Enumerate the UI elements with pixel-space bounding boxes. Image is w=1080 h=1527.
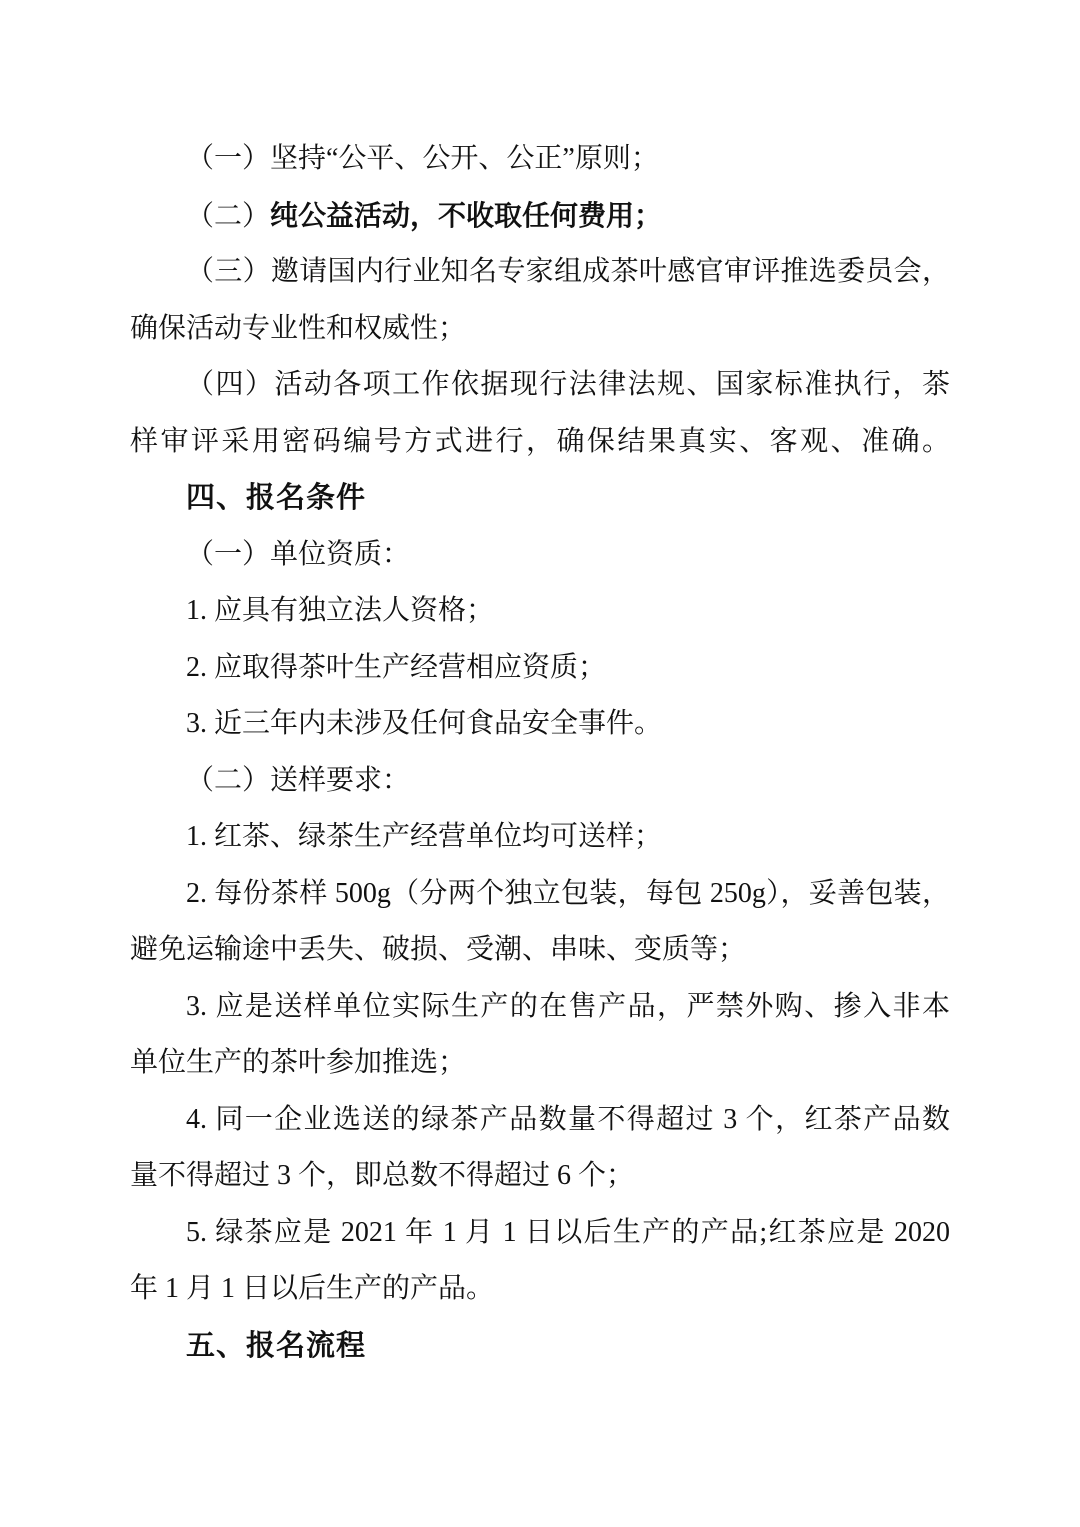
list-item-sample-2-line-1: 2. 每份茶样 500g（分两个独立包装，每包 250g），妥善包装， — [186, 877, 950, 909]
paragraph-principle-3-line-1: （三）邀请国内行业知名专家组成茶叶感官审评推选委员会， — [186, 256, 950, 287]
document-body — [130, 131, 950, 1374]
list-item-qualification-1: 1. 应具有独立法人资格； — [186, 595, 495, 626]
list-item-sample-2-line-2: 避免运输途中丢失、破损、受潮、串味、变质等； — [130, 934, 747, 965]
list-item-sample-5-line-2: 年 1 月 1 日以后生产的产品。 — [130, 1273, 495, 1304]
list-item-qualification-2: 2. 应取得茶叶生产经营相应资质； — [186, 651, 607, 683]
list-item-sample-3-line-1: 3. 应是送样单位实际生产的在售产品，严禁外购、掺入非本 — [186, 990, 950, 1022]
list-item-sample-3-line-2: 单位生产的茶叶参加推选； — [130, 1047, 467, 1078]
bold-emphasis-text: 纯公益活动，不收取任何费用； — [270, 199, 663, 231]
list-item-sample-1: 1. 红茶、绿茶生产经营单位均可送样； — [186, 821, 663, 852]
subsection-unit-qualifications: （一）单位资质： — [186, 538, 411, 570]
list-item-sample-4-line-2: 量不得超过 3 个，即总数不得超过 6 个； — [130, 1160, 635, 1191]
paragraph-principle-1: （一）坚持“公平、公开、公正”原则； — [186, 143, 659, 174]
paragraph-principle-4-line-1: （四）活动各项工作依据现行法律法规、国家标准执行，茶 — [186, 369, 950, 400]
paragraph-principle-2 — [130, 188, 950, 245]
subsection-sample-requirements: （二）送样要求： — [186, 764, 411, 796]
section-heading-registration-process: 五、报名流程 — [186, 1329, 367, 1362]
section-heading-registration-conditions: 四、报名条件 — [186, 482, 367, 514]
list-marker: （二） — [186, 200, 271, 232]
list-item-sample-5-line-1: 5. 绿茶应是 2021 年 1 月 1 日以后生产的产品;红茶应是 2020 — [186, 1216, 950, 1248]
paragraph-principle-4-line-2: 样审评采用密码编号方式进行，确保结果真实、客观、准确。 — [130, 425, 950, 457]
list-item-qualification-3: 3. 近三年内未涉及任何食品安全事件。 — [186, 708, 663, 739]
paragraph-principle-3-line-2: 确保活动专业性和权威性； — [130, 312, 467, 344]
list-item-sample-4-line-1: 4. 同一企业选送的绿茶产品数量不得超过 3 个，红茶产品数 — [186, 1103, 950, 1135]
